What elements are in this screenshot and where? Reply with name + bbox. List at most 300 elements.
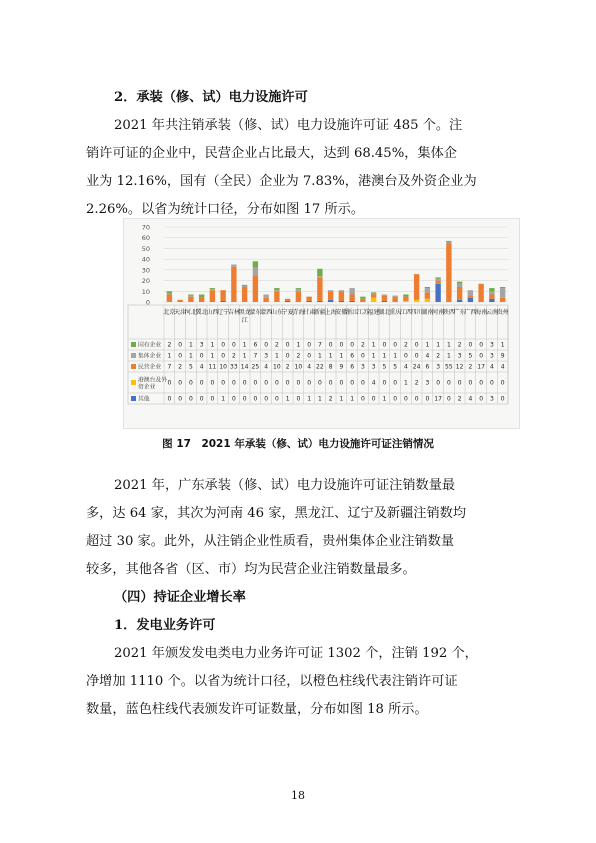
table-cell-value: 0 (188, 395, 193, 403)
table-cell-value: 1 (285, 395, 290, 403)
table-cell-value: 0 (231, 379, 236, 387)
bar-segment (306, 301, 311, 302)
table-cell-value: 0 (403, 395, 408, 403)
category-label: 山西 (206, 309, 219, 316)
legend-label: 集体企业 (138, 353, 162, 360)
category-label: 黑龙 (238, 309, 251, 316)
bar-segment (296, 288, 301, 289)
table-cell-value: 0 (264, 341, 269, 349)
legend-label: 民营企业 (138, 364, 162, 371)
table-cell-value: 1 (242, 341, 247, 349)
table-cell-value: 0 (500, 379, 505, 387)
table-cell-value: 1 (436, 341, 441, 349)
bar-segment (371, 295, 376, 298)
table-cell-value: 0 (317, 379, 322, 387)
table-cell-value: 0 (479, 341, 484, 349)
table-cell-value: 0 (210, 379, 215, 387)
table-cell-value: 0 (403, 352, 408, 360)
bar-segment (468, 298, 473, 302)
bar-segment (199, 298, 204, 302)
table-cell-value: 1 (500, 341, 505, 349)
legend-swatch (131, 364, 136, 369)
table-cell-value: 0 (382, 341, 387, 349)
bar-segment (263, 295, 268, 298)
table-cell-value: 0 (231, 341, 236, 349)
table-cell-value: 4 (500, 363, 505, 371)
table-cell-value: 2 (360, 341, 365, 349)
table-cell-value: 0 (393, 379, 398, 387)
table-cell-value: 1 (446, 352, 451, 360)
bar-segment (167, 291, 172, 293)
table-cell-value: 3 (371, 363, 376, 371)
bar-segment (360, 297, 365, 299)
table-cell-value: 25 (251, 363, 260, 371)
table-cell-value: 0 (253, 395, 258, 403)
bar-segment (382, 295, 387, 296)
table-cell-value: 12 (455, 363, 464, 371)
table-cell-value: 1 (371, 341, 376, 349)
table-cell-value: 2 (178, 363, 183, 371)
table-cell-value: 0 (264, 395, 269, 403)
table-cell-value: 0 (339, 341, 344, 349)
table-cell-value: 6 (350, 352, 355, 360)
category-label: 湖南 (421, 309, 434, 316)
table-cell-value: 0 (210, 395, 215, 403)
bar-segment (274, 290, 279, 291)
table-cell-value: 0 (167, 379, 172, 387)
table-cell-value: 1 (296, 341, 301, 349)
table-cell-value: 1 (221, 395, 226, 403)
table-cell-value: 7 (317, 341, 322, 349)
table-cell-value: 3 (489, 395, 494, 403)
category-label: 蒙西 (259, 309, 273, 316)
table-cell-value: 0 (328, 341, 333, 349)
paragraph-1-line: 业为 12.16%，国有（全民）企业为 7.83%，港澳台及外资企业为 (86, 174, 477, 189)
category-label: 贵州 (496, 309, 509, 316)
bar-segment (188, 295, 193, 296)
category-label: 吉林 (227, 309, 241, 316)
bar-segment (339, 291, 344, 301)
table-cell-value: 2 (328, 395, 333, 403)
bar-segment (435, 284, 440, 302)
table-cell-value: 3 (360, 363, 365, 371)
table-cell-value: 17 (477, 363, 485, 371)
table-cell-value: 0 (307, 379, 312, 387)
table-cell-value: 5 (382, 363, 387, 371)
table-cell-value: 8 (328, 363, 333, 371)
bar-segment (339, 301, 344, 302)
bar-segment (199, 295, 204, 298)
bar-segment (349, 301, 354, 302)
bar-segment (231, 265, 236, 267)
y-tick-label: 60 (141, 234, 150, 243)
bar-segment (328, 291, 333, 300)
table-cell-value: 3 (489, 341, 494, 349)
table-cell-value: 0 (178, 341, 183, 349)
category-label: 江西 (399, 309, 413, 316)
category-label: 天津 (173, 309, 187, 316)
bar-segment (349, 288, 354, 294)
y-tick-label: 20 (141, 277, 150, 286)
bar-segment (253, 261, 258, 267)
category-label: 北京 (163, 309, 176, 316)
bar-segment (210, 288, 215, 289)
y-tick-label: 10 (141, 287, 150, 296)
bar-segment (274, 291, 279, 302)
table-cell-value: 0 (350, 379, 355, 387)
table-cell-value: 0 (285, 341, 290, 349)
table-cell-value: 0 (479, 395, 484, 403)
bar-segment (231, 267, 236, 302)
table-cell-value: 0 (199, 379, 204, 387)
bar-segment (339, 290, 344, 291)
table-cell-value: 9 (339, 363, 344, 371)
bar-segment (371, 292, 376, 293)
category-label: 福建 (367, 309, 380, 316)
table-cell-value: 55 (445, 363, 453, 371)
table-cell-value: 5 (188, 363, 193, 371)
bar-segment (435, 281, 440, 284)
table-cell-value: 1 (403, 379, 408, 387)
bar-segment (457, 287, 462, 300)
table-cell-value: 0 (221, 352, 226, 360)
table-cell-value: 1 (188, 341, 193, 349)
table-cell-value: 0 (360, 395, 365, 403)
table-cell-value: 0 (479, 352, 484, 360)
table-cell-value: 0 (242, 379, 247, 387)
category-label: 安徽 (335, 309, 348, 316)
category-label: 辽宁 (216, 309, 230, 316)
bar-segment (317, 277, 322, 301)
bar-segment (360, 299, 365, 302)
category-label: 河北 (184, 309, 198, 316)
table-cell-value: 0 (328, 379, 333, 387)
table-cell-value: 0 (296, 395, 301, 403)
table-cell-value: 3 (457, 352, 462, 360)
bar-segment (177, 300, 182, 302)
page-number: 18 (291, 789, 305, 802)
bar-segment (446, 242, 451, 243)
bar-segment (253, 275, 258, 302)
table-cell-value: 0 (178, 395, 183, 403)
bar-segment (220, 301, 225, 302)
bar-segment (468, 290, 473, 295)
table-cell-value: 0 (274, 379, 279, 387)
table-cell-value: 7 (253, 352, 258, 360)
table-cell-value: 0 (360, 352, 365, 360)
bar-segment (403, 301, 408, 302)
bar-segment (210, 289, 215, 290)
category-label: 甘肃 (302, 309, 316, 316)
table-cell-value: 0 (393, 341, 398, 349)
table-cell-value: 10 (219, 363, 227, 371)
bar-segment (468, 296, 473, 298)
bar-segment (414, 274, 419, 300)
table-cell-value: 2 (457, 395, 462, 403)
table-cell-value: 1 (425, 341, 430, 349)
table-cell-value: 0 (199, 395, 204, 403)
category-label: 四川 (410, 309, 423, 316)
bar-segment (242, 285, 247, 286)
bar-segment (457, 282, 462, 284)
bar-segment (425, 288, 430, 292)
bar-segment (167, 295, 172, 303)
table-cell-value: 0 (221, 379, 226, 387)
bar-segment (425, 287, 430, 288)
bar-segment (489, 299, 494, 302)
table-cell-value: 4 (468, 395, 473, 403)
bar-segment (317, 276, 322, 277)
bar-segment (425, 299, 430, 302)
table-cell-value: 1 (382, 352, 387, 360)
table-cell-value: 5 (393, 363, 398, 371)
category-label: 山东 (270, 309, 284, 316)
bar-segment (500, 288, 505, 298)
bar-segment (457, 284, 462, 287)
category-label: 新疆 (313, 309, 327, 316)
chart-svg (124, 219, 519, 428)
table-cell-value: 1 (210, 341, 215, 349)
bar-segment (500, 298, 505, 302)
table-cell-value: 0 (178, 379, 183, 387)
category-label: 海南 (474, 309, 488, 316)
bar-segment (188, 297, 193, 302)
table-cell-value: 5 (468, 352, 473, 360)
category-label: 江苏 (356, 309, 370, 316)
bar-segment (188, 296, 193, 297)
body-text-bottom (86, 472, 516, 724)
table-cell-value: 1 (317, 395, 322, 403)
bar-segment (253, 268, 258, 276)
bar-segment (414, 300, 419, 302)
table-cell-value: 2 (403, 341, 408, 349)
table-cell-value: 0 (414, 352, 419, 360)
bar-segment (403, 295, 408, 297)
bar-segment (263, 298, 268, 302)
table-cell-value: 7 (167, 363, 172, 371)
paragraph-2-line: 超过 30 家。此外，从注销企业性质看，贵州集体企业注销数量 (86, 534, 455, 549)
table-cell-value: 0 (457, 379, 462, 387)
bar-segment (220, 290, 225, 301)
table-cell-value: 0 (199, 352, 204, 360)
bar-segment (306, 297, 311, 301)
table-cell-value: 3 (199, 341, 204, 349)
bar-segment (317, 301, 322, 302)
table-cell-value: 1 (167, 352, 172, 360)
table-cell-value: 0 (307, 341, 312, 349)
table-cell-value: 2 (167, 341, 172, 349)
table-cell-value: 4 (264, 363, 269, 371)
section-heading: 2．承装（修、试）电力设施许可 (114, 90, 308, 105)
category-label: 陕西 (442, 309, 456, 316)
table-cell-value: 22 (316, 363, 324, 371)
table-cell-value: 0 (446, 379, 451, 387)
category-label: 宁夏 (281, 309, 294, 316)
legend-swatch (131, 353, 136, 358)
table-cell-value: 17 (434, 395, 442, 403)
table-cell-value: 0 (188, 379, 193, 387)
paragraph-3-line: 数量，蓝色柱线代表颁发许可证数量，分布如图 18 所示。 (86, 702, 428, 717)
paragraph-3-line: 净增加 1110 个。以省为统计口径，以橙色柱线代表注销许可证 (86, 674, 458, 689)
table-cell-value: 0 (285, 379, 290, 387)
table-cell-value: 0 (178, 352, 183, 360)
bar-segment (403, 297, 408, 301)
table-cell-value: 0 (414, 341, 419, 349)
bar-segment (478, 284, 483, 302)
table-cell-value: 0 (221, 341, 226, 349)
bar-segment (317, 269, 322, 277)
table-cell-value: 0 (393, 395, 398, 403)
bar-segment (382, 301, 387, 302)
table-cell-value: 4 (425, 352, 430, 360)
bar-segment (242, 286, 247, 287)
category-label: 湖北 (378, 309, 391, 316)
table-cell-value: 1 (393, 352, 398, 360)
category-label: 冀北 (195, 309, 208, 316)
bar-segment (210, 290, 215, 302)
table-cell-value: 0 (253, 379, 258, 387)
bar-segment (328, 300, 333, 302)
category-label: 重庆 (388, 309, 402, 316)
table-cell-value: 6 (425, 363, 430, 371)
table-cell-value: 1 (307, 395, 312, 403)
table-cell-value: 2 (296, 352, 301, 360)
table-cell-value: 4 (403, 363, 408, 371)
bar-segment (328, 290, 333, 291)
paragraph-3-line: 2021 年颁发发电类电力业务许可证 1302 个，注销 192 个， (114, 646, 478, 661)
table-cell-value: 33 (230, 363, 238, 371)
table-cell-value: 9 (500, 352, 505, 360)
paragraph-2-line: 多，达 64 家，其次为河南 46 家，黑龙江、辽宁及新疆注销数均 (86, 506, 467, 521)
table-cell-value: 1 (210, 352, 215, 360)
category-label: 广西 (464, 309, 477, 316)
table-cell-value: 4 (199, 363, 204, 371)
table-cell-value: 3 (436, 363, 441, 371)
legend-label: 资企业 (138, 384, 156, 391)
category-label: 青海 (292, 309, 305, 316)
table-cell-value: 0 (274, 395, 279, 403)
legend-swatch (131, 380, 136, 385)
category-label: 浙江 (345, 309, 359, 316)
bar-segment (371, 293, 376, 294)
bar-segment (435, 277, 440, 278)
table-cell-value: 2 (457, 341, 462, 349)
category-label: 广东 (453, 309, 466, 316)
table-cell-value: 0 (479, 379, 484, 387)
table-cell-value: 10 (294, 363, 303, 371)
table-cell-value: 14 (240, 363, 249, 371)
bar-segment (446, 243, 451, 302)
bar-segment (489, 295, 494, 299)
figure-caption: 图 17 2021 年承装（修、试）电力设施许可证注销情况 (162, 438, 434, 450)
table-cell-value: 0 (414, 395, 419, 403)
legend-label: 国有企业 (138, 342, 162, 349)
table-cell-value: 0 (371, 395, 376, 403)
table-cell-value: 1 (317, 352, 322, 360)
figure-17-chart (123, 218, 520, 429)
bar-segment (489, 288, 494, 291)
table-cell-value: 2 (414, 379, 419, 387)
table-cell-value: 11 (208, 363, 217, 371)
table-cell-value: 1 (242, 352, 247, 360)
table-cell-value: 0 (296, 379, 301, 387)
table-cell-value: 4 (371, 379, 376, 387)
legend-swatch (131, 396, 136, 401)
table-cell-value: 3 (489, 352, 494, 360)
category-label: 蒙东 (249, 309, 262, 316)
bar-segment (296, 289, 301, 291)
bar-segment (349, 295, 354, 301)
table-cell-value: 0 (382, 379, 387, 387)
table-cell-value: 10 (273, 363, 281, 371)
bar-segment (392, 296, 397, 297)
bar-segment (382, 296, 387, 301)
table-cell-value: 4 (307, 363, 312, 371)
bar-segment (457, 300, 462, 302)
bar-segment (296, 291, 301, 302)
bar-segment (425, 292, 430, 298)
table-cell-value: 0 (436, 379, 441, 387)
table-cell-value: 0 (360, 379, 365, 387)
table-cell-value: 3 (425, 379, 430, 387)
table-cell-value: 24 (412, 363, 421, 371)
paragraph-2-line: 较多，其他各省（区、市）均为民营企业注销数量最多。 (86, 562, 416, 577)
legend-label: 其他 (138, 396, 150, 403)
table-cell-value: 0 (425, 395, 430, 403)
table-cell-value: 1 (371, 352, 376, 360)
paragraph-1-line: 销许可证的企业中，民营企业占比最大，达到 68.45%，集体企 (86, 146, 457, 161)
y-tick-label: 30 (141, 266, 150, 275)
table-cell-value: 0 (489, 379, 494, 387)
bar-segment (500, 287, 505, 288)
bar-segment (392, 297, 397, 302)
table-cell-value: 1 (446, 341, 451, 349)
table-cell-value: 1 (339, 352, 344, 360)
bar-segment (435, 278, 440, 280)
table-cell-value: 2 (436, 352, 441, 360)
table-cell-value: 1 (274, 352, 279, 360)
table-cell-value: 0 (242, 395, 247, 403)
bar-segment (274, 288, 279, 290)
paragraph-2-line: 2021 年，广东承装（修、试）电力设施许可证注销数量最 (114, 478, 456, 493)
subsection-heading-2: 1．发电业务许可 (114, 618, 216, 633)
subsection-heading: （四）持证企业增长率 (114, 590, 246, 605)
category-label: 上海 (324, 309, 337, 316)
category-label: 云南 (485, 309, 499, 316)
table-cell-value: 0 (307, 352, 312, 360)
table-cell-value: 1 (328, 352, 333, 360)
y-tick-label: 50 (141, 244, 150, 253)
table-cell-value: 0 (468, 341, 473, 349)
bar-segment (489, 291, 494, 294)
table-cell-value: 0 (339, 379, 344, 387)
bar-segment (242, 287, 247, 302)
y-tick-label: 40 (141, 255, 150, 264)
legend-swatch (131, 342, 136, 347)
category-label: 河南 (431, 309, 445, 316)
table-cell-value: 0 (446, 395, 451, 403)
table-cell-value: 0 (231, 395, 236, 403)
table-cell-value: 0 (167, 395, 172, 403)
table-cell-value: 2 (231, 352, 236, 360)
y-tick-label: 0 (145, 298, 150, 307)
table-cell-value: 0 (468, 379, 473, 387)
bar-segment (371, 298, 376, 302)
table-cell-value: 6 (350, 363, 355, 371)
table-cell-value: 6 (253, 341, 258, 349)
table-cell-value: 2 (274, 341, 279, 349)
table-cell-value: 0 (285, 352, 290, 360)
